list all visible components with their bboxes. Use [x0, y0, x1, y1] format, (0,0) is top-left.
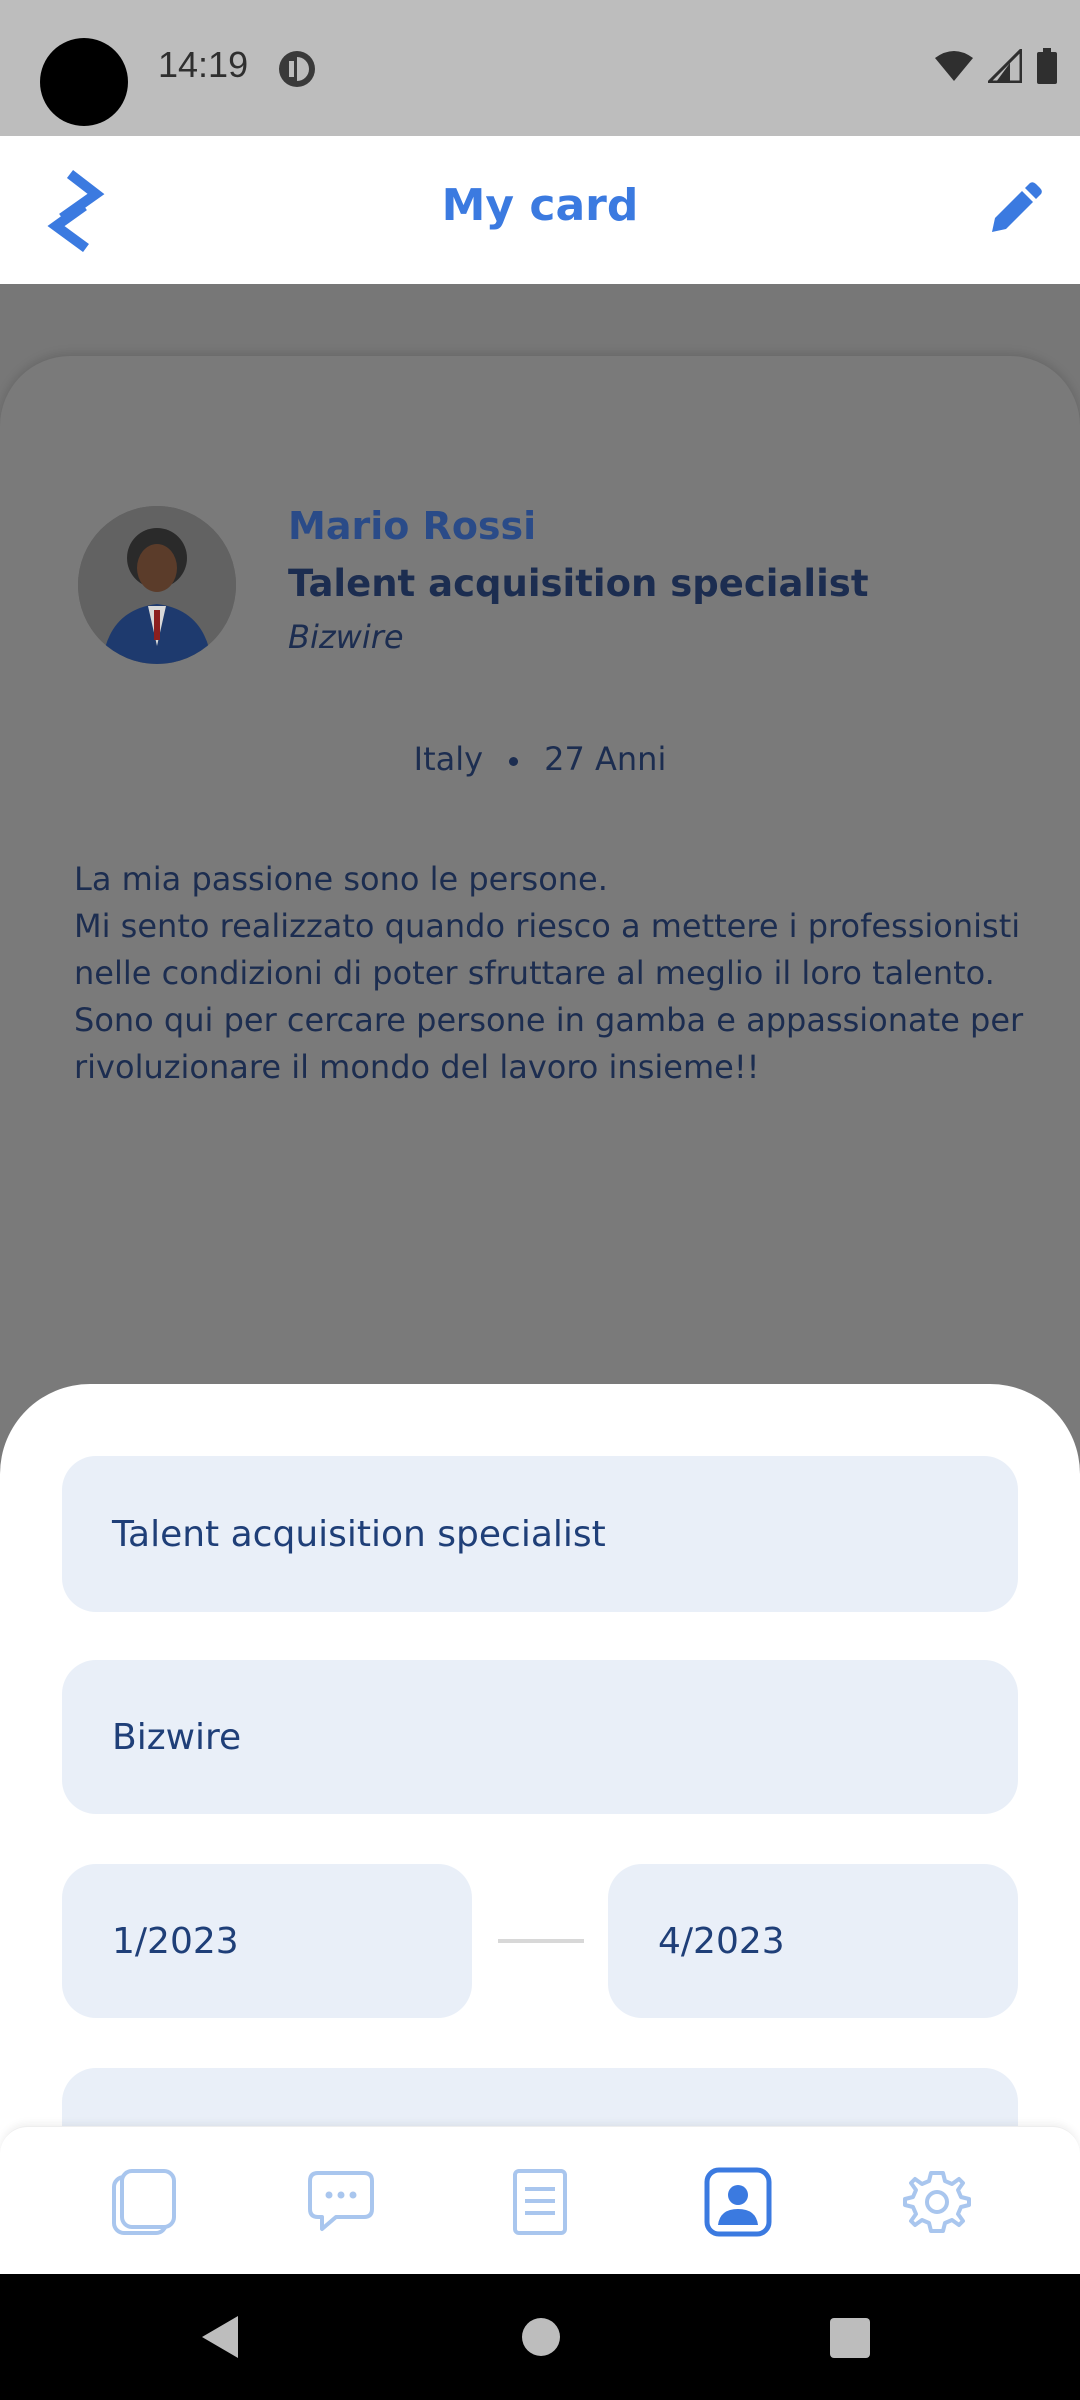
status-bar [0, 0, 1080, 136]
system-nav-bar [0, 2274, 1080, 2400]
profile-name: Mario Rossi [288, 504, 537, 548]
signal-icon [988, 49, 1022, 83]
company-field[interactable]: Bizwire [62, 1660, 1018, 1814]
avatar [78, 506, 236, 664]
app-header [0, 136, 1080, 284]
profile-age: 27 Anni [544, 740, 667, 778]
date-range-separator [498, 1939, 584, 1943]
separator-dot [509, 757, 518, 766]
notification-app-icon [278, 50, 316, 88]
document-icon[interactable] [505, 2167, 575, 2237]
profile-role: Talent acquisition specialist [288, 562, 869, 605]
profile-bio: La mia passione sono le persone. Mi sento realizzato quando riesco a mettere i professionisti nelle condizioni di poter sfruttare al meglio il loro talento. Sono qui per cercare persone in gamba e appassionate per rivoluzionare il mondo del lavoro insieme!! [74, 860, 1024, 1086]
back-icon[interactable] [198, 2314, 242, 2360]
cards-icon[interactable] [108, 2167, 178, 2237]
profile-card-icon[interactable] [703, 2167, 773, 2237]
role-field[interactable]: Talent acquisition specialist [62, 1456, 1018, 1612]
end-date-field[interactable]: 4/2023 [608, 1864, 1018, 2018]
profile-company: Bizwire [288, 618, 404, 656]
status-icons [934, 46, 1058, 86]
wifi-icon [934, 50, 974, 82]
status-time: 14:19 [158, 44, 249, 85]
card-area-dimmed [0, 284, 1080, 2100]
bottom-nav [0, 2126, 1080, 2274]
page-title: My card [441, 180, 639, 231]
profile-card [0, 356, 1080, 1556]
pencil-icon[interactable] [986, 182, 1042, 238]
chat-icon[interactable] [306, 2167, 376, 2237]
start-date-field[interactable]: 1/2023 [62, 1864, 472, 2018]
settings-gear-icon[interactable] [902, 2167, 972, 2237]
recent-apps-icon[interactable] [830, 2318, 870, 2358]
home-icon[interactable] [522, 2318, 560, 2356]
profile-meta [0, 740, 1080, 778]
profile-country: Italy [413, 740, 484, 778]
battery-icon [1036, 48, 1058, 84]
camera-cutout [40, 38, 128, 126]
